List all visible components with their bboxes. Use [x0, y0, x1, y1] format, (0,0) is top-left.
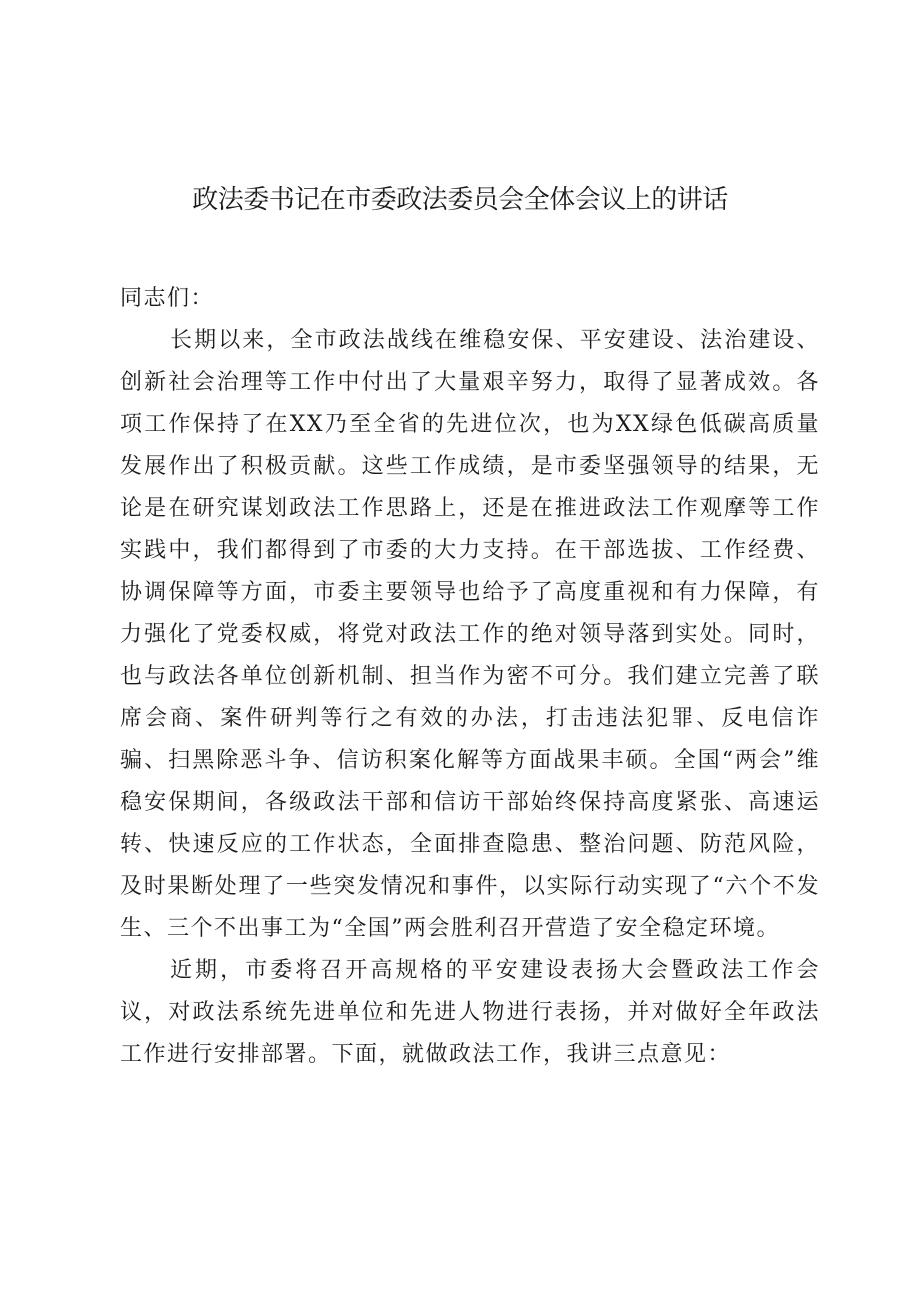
document-title: 政法委书记在市委政法委员会全体会议上的讲话: [192, 185, 728, 215]
paragraph-1: 长期以来，全市政法战线在维稳安保、平安建设、法治建设、创新社会治理等工作中付出了大量艰辛努力，取得了显著成效。各项工作保持了在XX乃至全省的先进位次，也为XX绿色低碳高质量发展作出了积极贡献。这些工作成绩，是市委坚强领导的结果，无论是在研究谋划政法工作思路上，还是在推进政法工作观摩等工作实践中，我们都得到了市委的大力支持。在干部选拔、工作经费、协调保障等方面，市委主要领导也给予了高度重视和有力保障，有力强化了党委权威，将党对政法工作的绝对领导落到实处。同时，也与政法各单位创新机制、担当作为密不可分。我们建立完善了联席会商、案件研判等行之有效的办法，打击违法犯罪、反电信诈骗、扫黑除恶斗争、信访积案化解等方面战果丰硕。全国“两会”维稳安保期间，各级政法干部和信访干部始终保持高度紧张、高速运转、快速反应的工作状态，全面排查隐患、整治问题、防范风险，及时果断处理了一些突发情况和事件，以实际行动实现了“六个不发生、三个不出事工为“全国”两会胜利召开营造了安全稳定环境。: [120, 328, 820, 941]
paragraph-2: 近期，市委将召开高规格的平安建设表扬大会暨政法工作会议，对政法系统先进单位和先进人物进行表扬，并对做好全年政法工作进行安排部署。下面，就做政法工作，我讲三点意见：: [120, 958, 820, 1067]
document-body: [120, 278, 820, 1076]
salutation: 同志们：: [120, 286, 215, 311]
